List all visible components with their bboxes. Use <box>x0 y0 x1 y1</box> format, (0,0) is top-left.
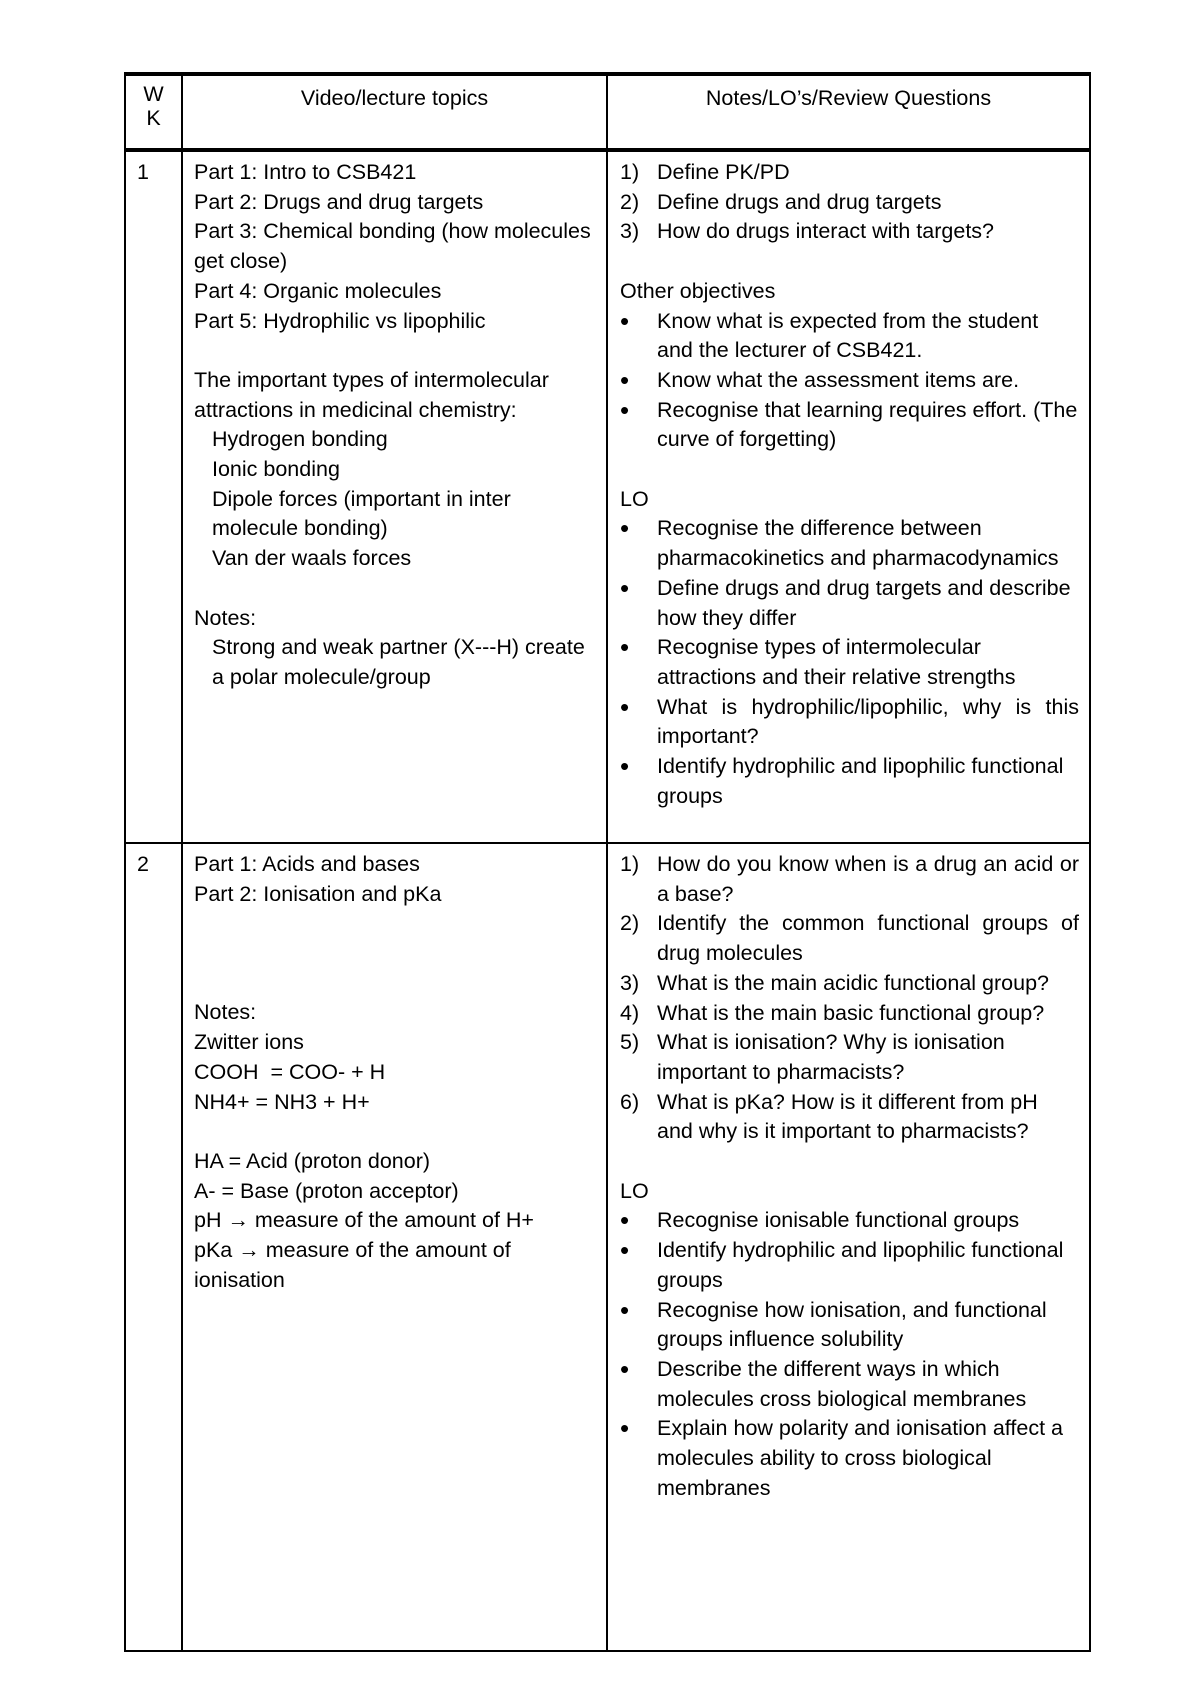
course-schedule-table <box>124 72 1091 1652</box>
question-number: 6) <box>620 1089 640 1114</box>
note-line: HA = Acid (proton donor) <box>194 1148 431 1173</box>
week-number: 1 <box>137 160 149 184</box>
spacer <box>194 939 598 969</box>
note-line: COOH = COO- + H <box>194 1059 386 1084</box>
question-number: 1) <box>620 160 640 184</box>
question-text: What is the main acidic functional group? <box>657 970 1049 995</box>
week-2-row <box>125 843 1090 1651</box>
outcome-item: • Recognise ionisable functional groups <box>620 1206 1079 1236</box>
question-item <box>620 188 1079 218</box>
outcome-item: • What is hydrophilic/lipophilic, why is this important? <box>620 693 1079 752</box>
note-line: pH → measure of the amount of H+ <box>194 1208 534 1233</box>
objective-item: • Recognise that learning requires effort. (The curve of forgetting) <box>620 396 1079 455</box>
spacer <box>194 574 598 604</box>
outcome-item: • Identify hydrophilic and lipophilic functional groups <box>620 752 1079 811</box>
notes-header-label: Notes/LO’s/Review Questions <box>705 86 992 110</box>
objective-item: • Know what is expected from the student and the lecturer of CSB421. <box>620 307 1079 366</box>
question-number: 4) <box>620 1000 640 1025</box>
question-item <box>620 1028 1079 1087</box>
note-line: A- = Base (proton acceptor) <box>194 1178 459 1203</box>
review-questions <box>620 850 1079 1147</box>
question-text: How do you know when is a drug an acid or a base? <box>657 852 1079 906</box>
week-1-row <box>125 150 1090 843</box>
header-row <box>125 74 1090 150</box>
question-item <box>620 850 1079 909</box>
notes-column-header <box>607 74 1090 150</box>
question-item <box>620 217 1079 247</box>
question-text: What is pKa? How is it different from pH and why is it important to pharmacists? <box>657 1089 1038 1144</box>
question-item <box>620 158 1079 188</box>
topics-column-header <box>182 74 607 150</box>
objective-item: • Know what the assessment items are. <box>620 366 1079 396</box>
topic-part: Part 2: Ionisation and pKa <box>194 881 442 906</box>
attraction-item: Dipole forces (important in inter molecule bonding) <box>212 486 511 541</box>
question-item <box>620 1088 1079 1147</box>
topic-part: Part 4: Organic molecules <box>194 278 442 303</box>
review-questions <box>620 158 1079 247</box>
other-objectives-list <box>620 307 1079 456</box>
question-number: 3) <box>620 219 640 244</box>
week-number: 2 <box>137 852 149 876</box>
question-text: Define drugs and drug targets <box>657 189 942 214</box>
lo-label: LO <box>620 486 649 511</box>
outcome-item: • Recognise how ionisation, and functional groups influence solubility <box>620 1296 1079 1355</box>
question-number: 2) <box>620 189 640 214</box>
attraction-item: Van der waals forces <box>212 546 412 571</box>
question-item <box>620 909 1079 968</box>
week-column-header <box>125 74 182 150</box>
note-line: Zwitter ions <box>194 1030 304 1055</box>
spacer <box>194 336 598 366</box>
outcome-item: • Explain how polarity and ionisation affect a molecules ability to cross biological membranes <box>620 1414 1079 1503</box>
spacer <box>620 247 1079 277</box>
question-text: What is the main basic functional group? <box>657 1000 1045 1025</box>
spacer <box>194 1117 598 1147</box>
week-number-cell <box>125 150 182 843</box>
topics-header-label: Video/lecture topics <box>300 86 489 110</box>
note-line: NH4+ = NH3 + H+ <box>194 1089 370 1114</box>
outcome-item: • Define drugs and drug targets and describe how they differ <box>620 574 1079 633</box>
attractions-intro: The important types of intermolecular attractions in medicinal chemistry: <box>194 367 549 422</box>
notes-label: Notes: <box>194 605 257 630</box>
objectives-cell <box>607 150 1090 843</box>
notes-label: Notes: <box>194 1000 257 1025</box>
attraction-item: Ionic bonding <box>212 457 340 482</box>
note-line: pKa → measure of the amount of ionisation <box>194 1238 511 1292</box>
topics-cell <box>182 150 607 843</box>
spacer <box>620 455 1079 485</box>
attraction-item: Hydrogen bonding <box>212 427 388 452</box>
week-number-cell <box>125 843 182 1651</box>
objectives-cell <box>607 843 1090 1651</box>
other-objectives-label: Other objectives <box>620 278 776 303</box>
lo-label: LO <box>620 1178 649 1203</box>
topic-part: Part 1: Acids and bases <box>194 852 420 876</box>
question-number: 5) <box>620 1030 640 1055</box>
question-text: Identify the common functional groups of drug molecules <box>657 911 1079 966</box>
note-line: Strong and weak partner (X---H) create a polar molecule/group <box>212 635 585 689</box>
question-text: How do drugs interact with targets? <box>657 219 994 244</box>
outcome-item: • Identify hydrophilic and lipophilic functional groups <box>620 1236 1079 1295</box>
outcome-item: • Recognise the difference between pharmacokinetics and pharmacodynamics <box>620 514 1079 573</box>
outcome-item: • Describe the different ways in which molecules cross biological membranes <box>620 1355 1079 1414</box>
topic-part: Part 3: Chemical bonding (how molecules get close) <box>194 219 591 274</box>
question-text: Define PK/PD <box>657 160 790 184</box>
outcome-item: • Recognise types of intermolecular attractions and their relative strengths <box>620 633 1079 692</box>
question-item <box>620 999 1079 1029</box>
topics-cell <box>182 843 607 1651</box>
spacer <box>194 969 598 999</box>
spacer <box>194 909 598 939</box>
question-item <box>620 969 1079 999</box>
topic-part: Part 5: Hydrophilic vs lipophilic <box>194 308 486 333</box>
week-header-label: W K <box>143 82 164 130</box>
question-number: 2) <box>620 911 640 936</box>
topic-part: Part 2: Drugs and drug targets <box>194 189 484 214</box>
learning-outcomes-list <box>620 1206 1079 1503</box>
question-number: 3) <box>620 970 640 995</box>
topic-part: Part 1: Intro to CSB421 <box>194 160 417 184</box>
spacer <box>620 1147 1079 1177</box>
question-number: 1) <box>620 852 640 876</box>
learning-outcomes-list <box>620 514 1079 811</box>
question-text: What is ionisation? Why is ionisation important to pharmacists? <box>657 1030 1005 1084</box>
